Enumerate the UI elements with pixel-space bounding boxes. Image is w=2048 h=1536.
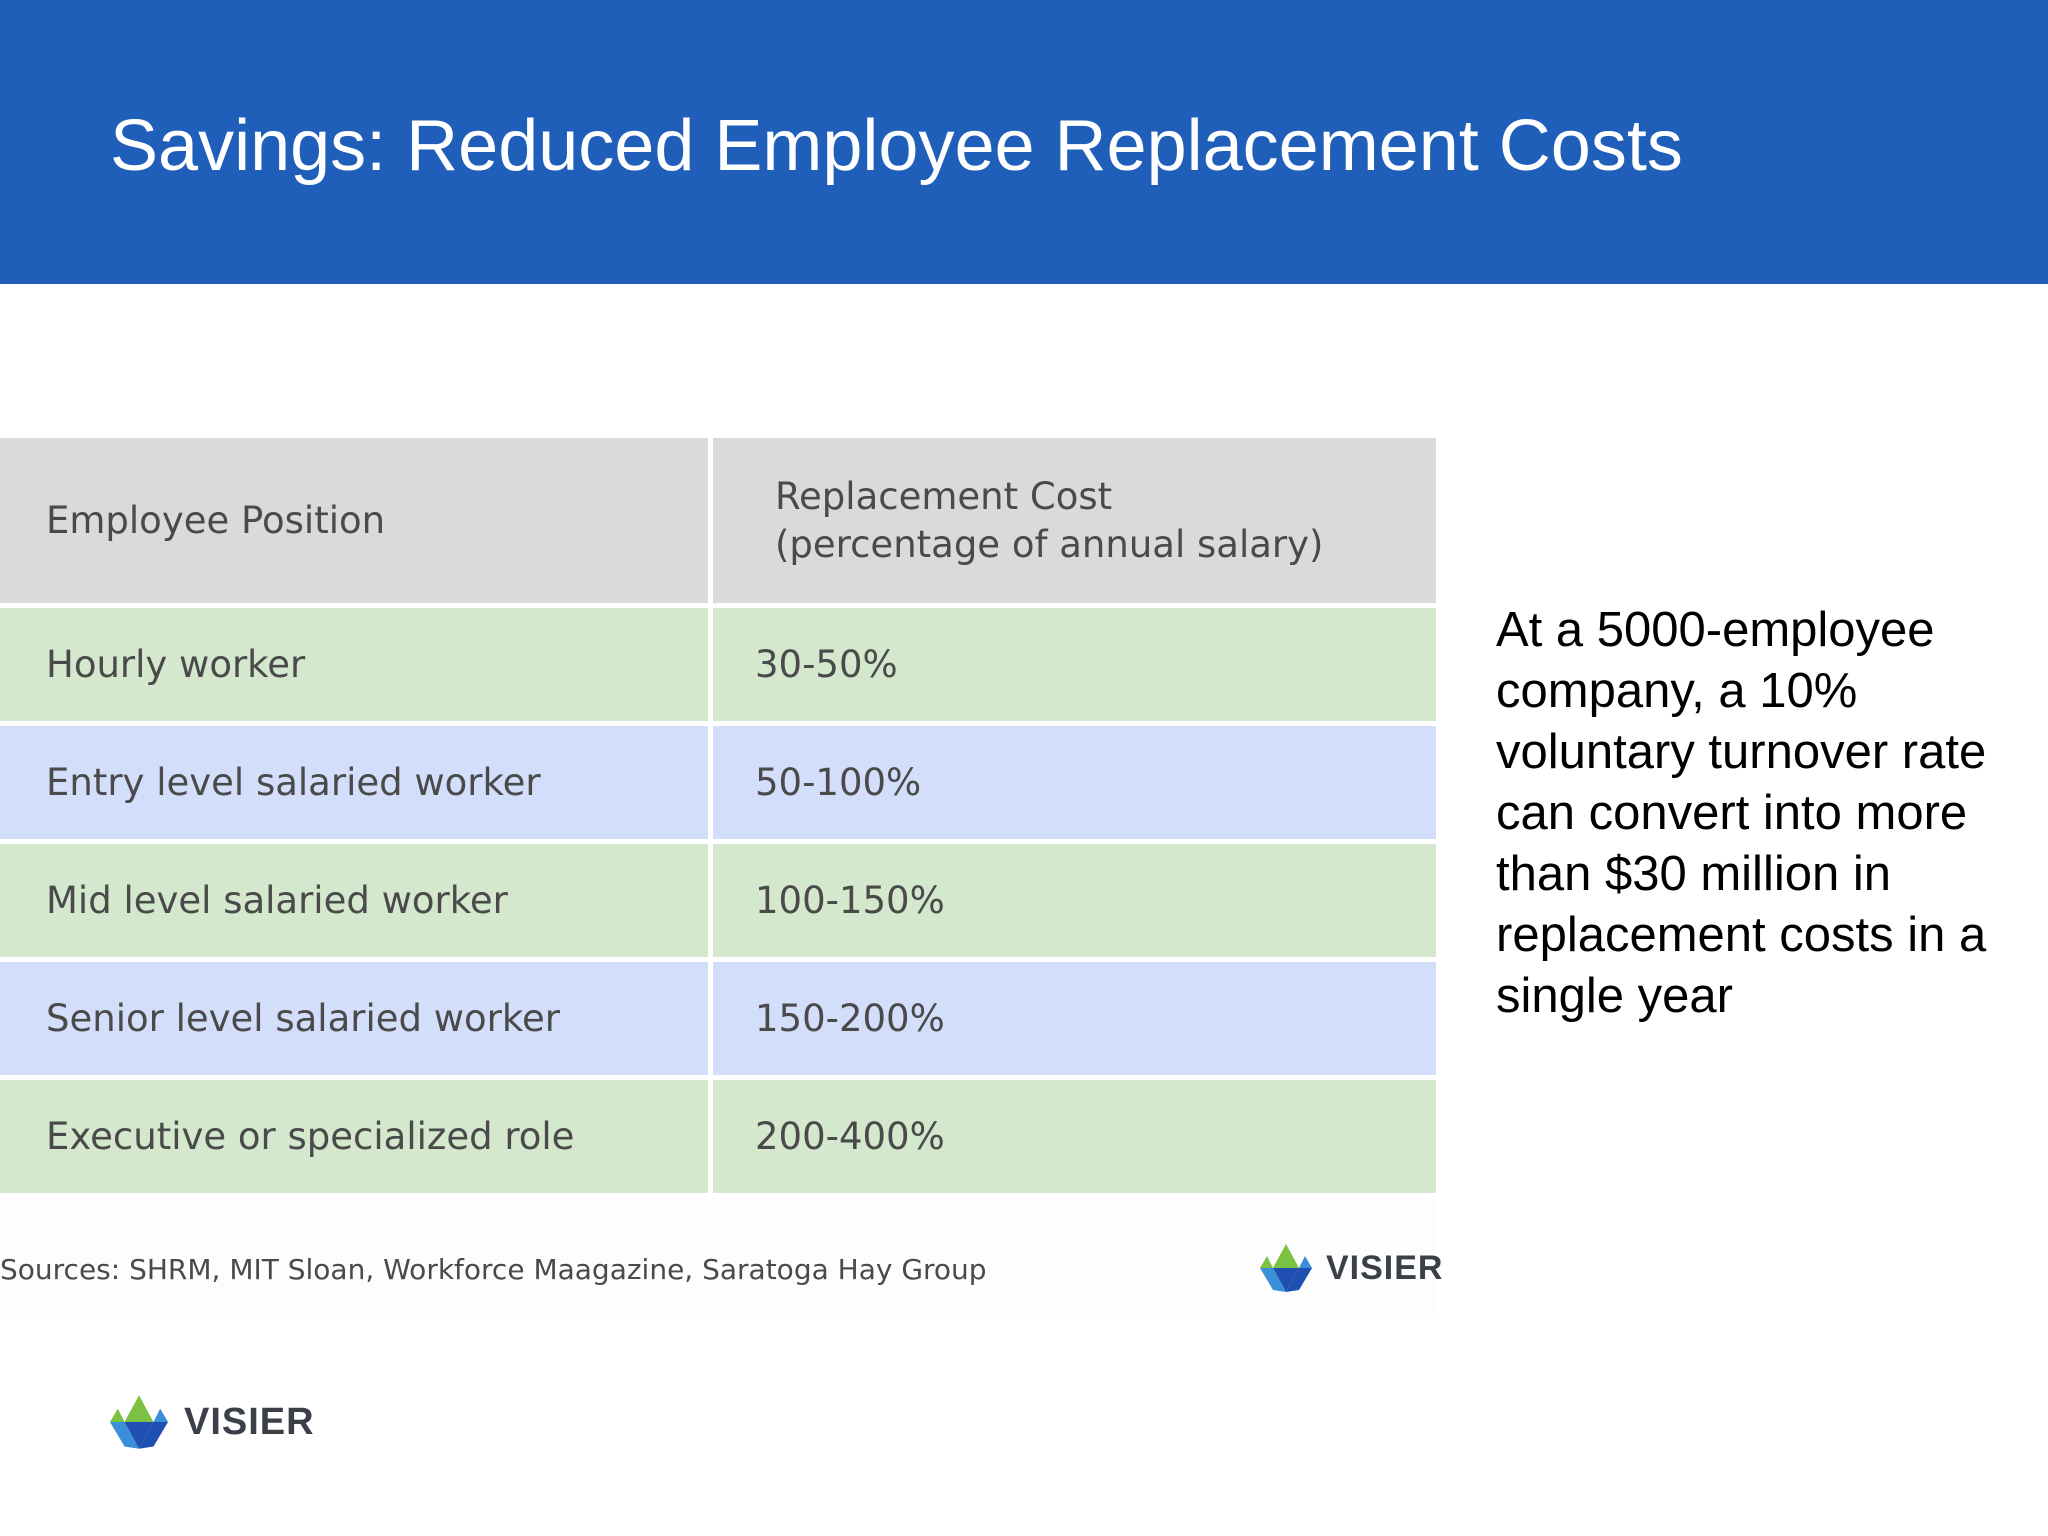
visier-triangle-logo-icon [1260, 1244, 1312, 1292]
sources-note: Sources: SHRM, MIT Sloan, Workforce Maagazine, Saratoga Hay Group [0, 1253, 987, 1286]
row-position: Mid level salaried worker [0, 844, 713, 962]
header-band [0, 0, 2048, 284]
header-replacement-cost [713, 438, 1436, 608]
header-replacement-cost-line1: Replacement Cost [775, 474, 1113, 518]
row-position: Hourly worker [0, 608, 713, 726]
table-row [0, 726, 1436, 844]
table-header-row [0, 438, 1436, 608]
table-row [0, 1080, 1436, 1198]
replacement-cost-table-panel [0, 438, 1436, 1318]
row-cost: 50-100% [713, 726, 1436, 844]
row-cost: 30-50% [713, 608, 1436, 726]
header-employee-position: Employee Position [0, 438, 713, 608]
slide-logo-wordmark: VISIER [184, 1400, 315, 1443]
table-row [0, 962, 1436, 1080]
row-cost: 200-400% [713, 1080, 1436, 1198]
table-row [0, 844, 1436, 962]
header-replacement-cost-line2: (percentage of annual salary) [775, 522, 1324, 566]
table-row [0, 608, 1436, 726]
callout-text: At a 5000-employee company, a 10% voluntary turnover rate can convert into more than $30 million in replacement costs in a single year [1496, 603, 1987, 1023]
replacement-cost-table [0, 438, 1436, 1198]
row-position: Senior level salaried worker [0, 962, 713, 1080]
row-cost: 100-150% [713, 844, 1436, 962]
visier-triangle-logo-icon [110, 1395, 168, 1449]
row-cost: 150-200% [713, 962, 1436, 1080]
table-logo-wordmark: VISIER [1326, 1248, 1444, 1287]
row-position: Entry level salaried worker [0, 726, 713, 844]
slide-title: Savings: Reduced Employee Replacement Costs [110, 106, 1683, 186]
row-position: Executive or specialized role [0, 1080, 713, 1198]
slide-visier-logo [110, 1395, 315, 1449]
table-visier-logo [1260, 1244, 1443, 1292]
